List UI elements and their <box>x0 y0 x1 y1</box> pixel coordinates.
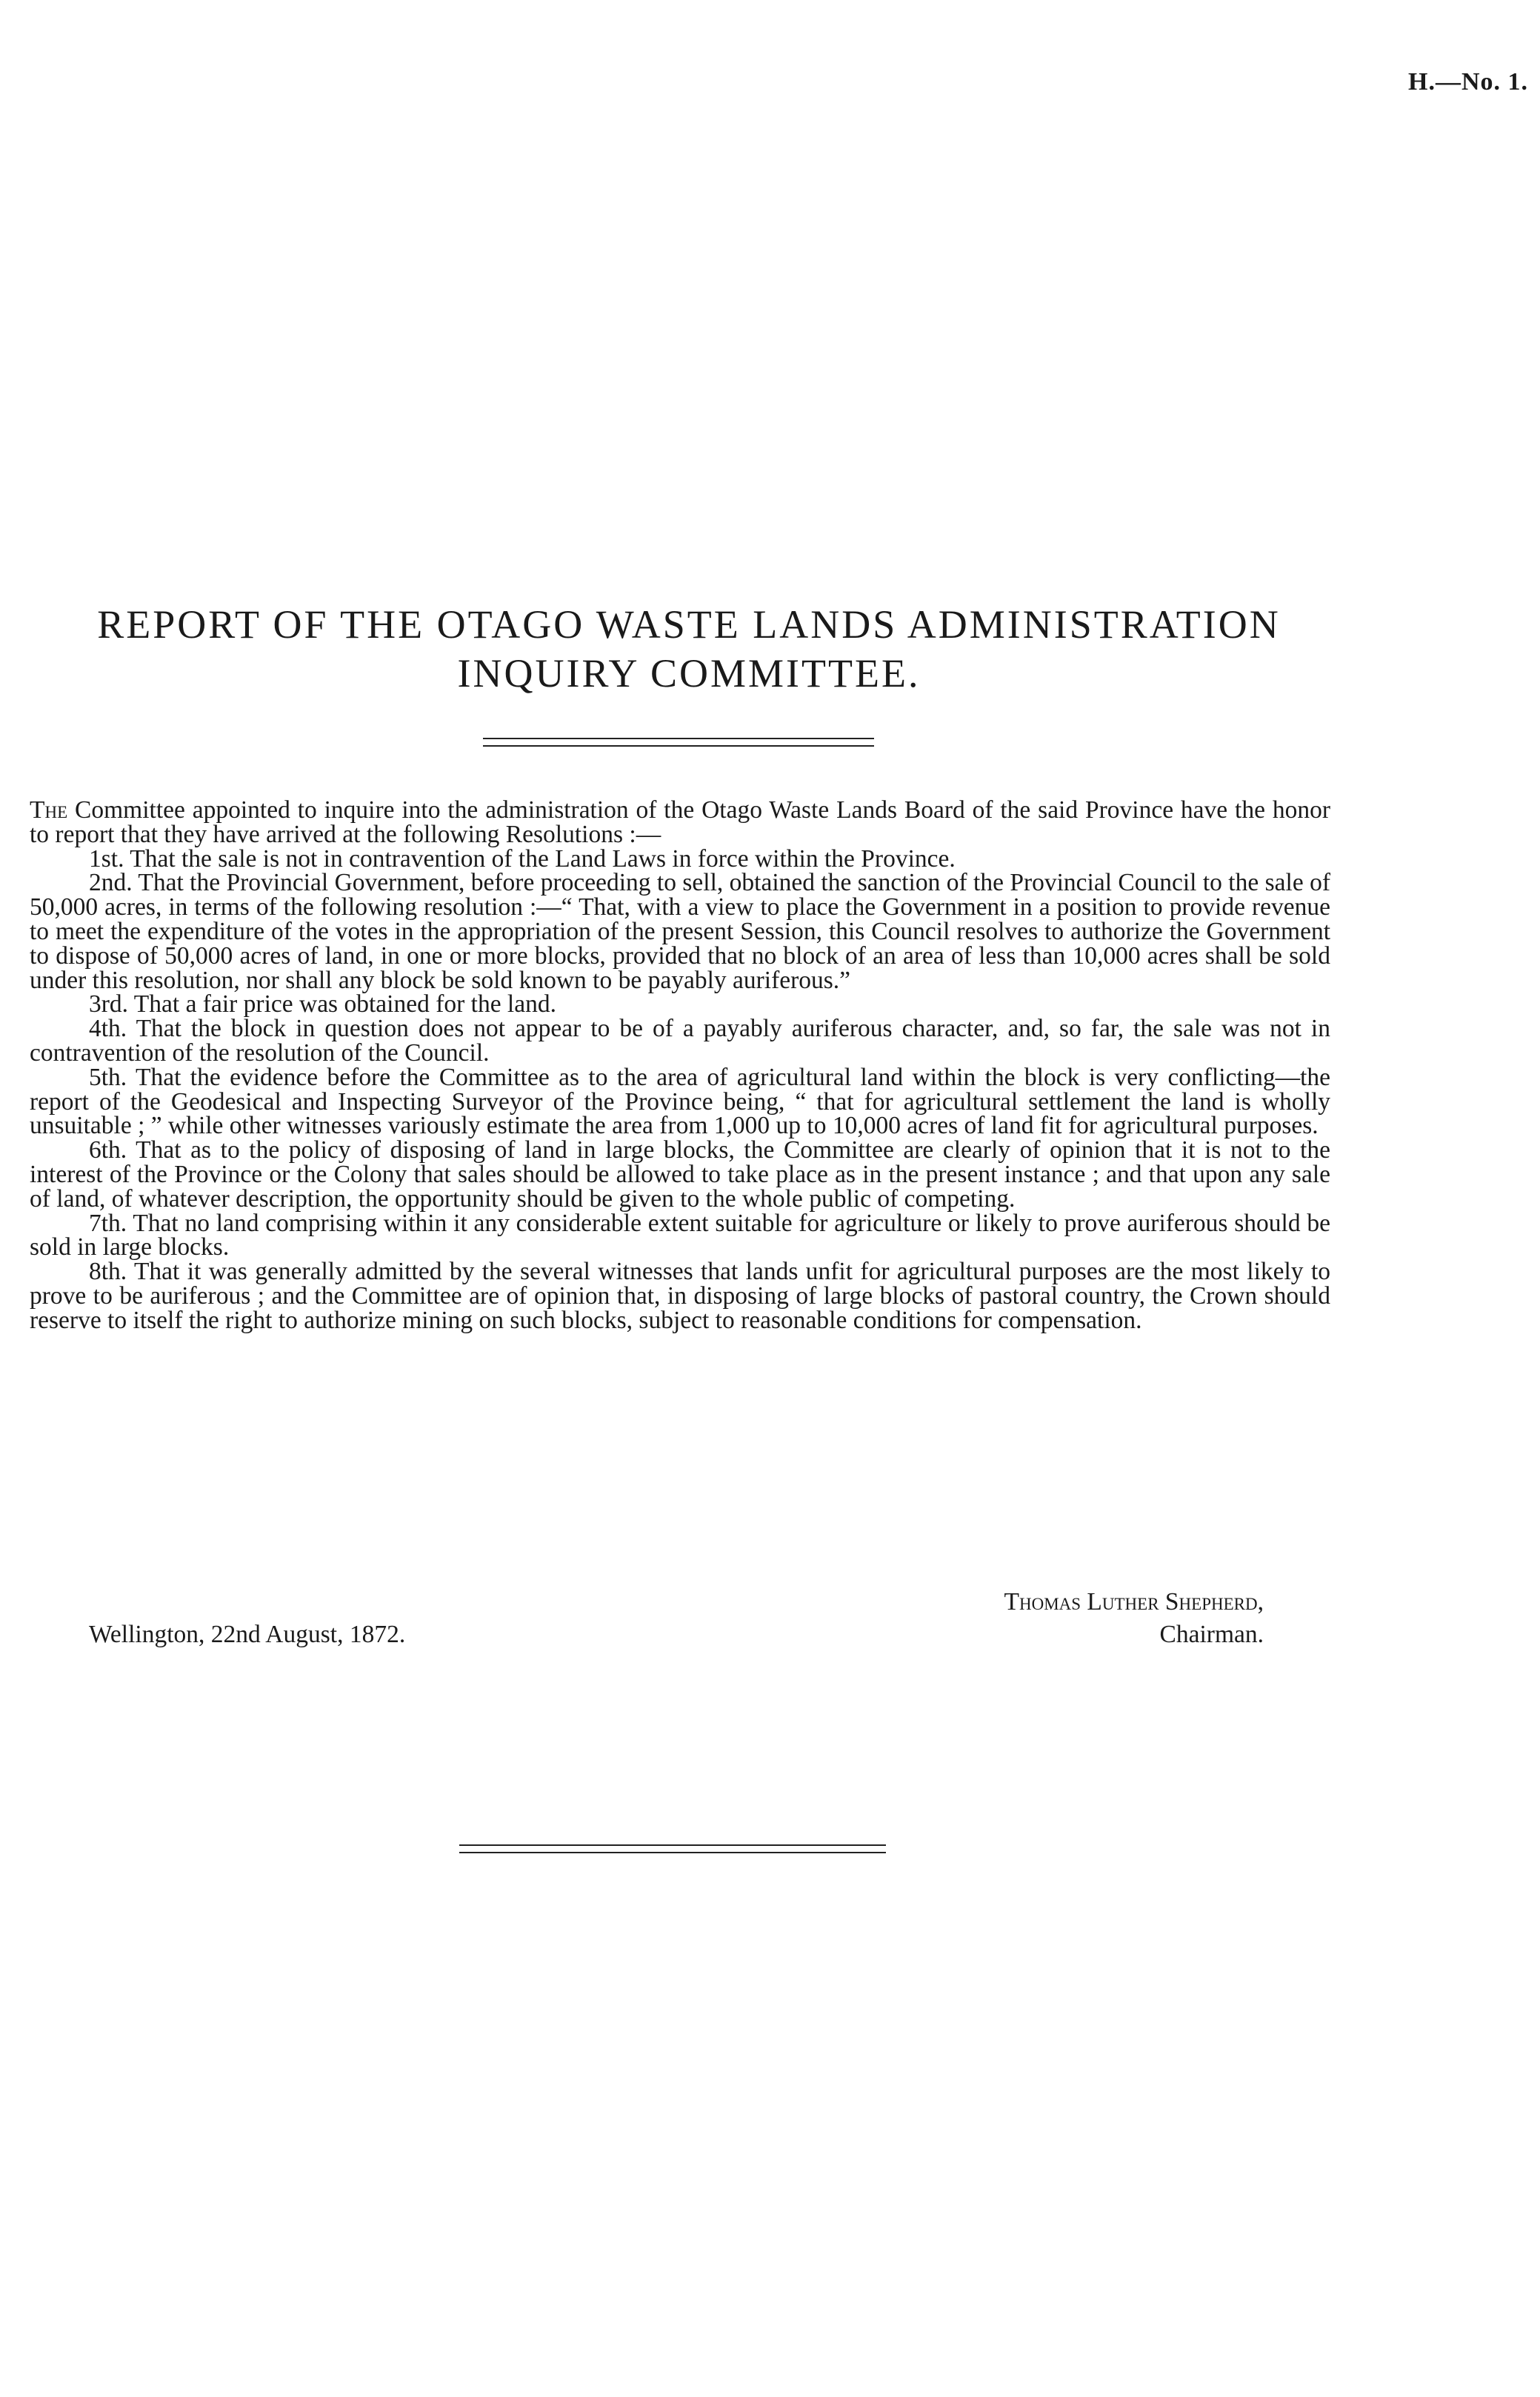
report-title-line-2: INQUIRY COMMITTEE. <box>457 651 921 696</box>
place-and-date: Wellington, 22nd August, 1872. <box>89 1621 406 1648</box>
document-reference: H.—No. 1. <box>1408 68 1528 96</box>
report-title-line-1: REPORT OF THE OTAGO WASTE LANDS ADMINISTRATION <box>97 602 1281 647</box>
resolution-8: 8th. That it was generally admitted by the several witnesses that lands unfit for agricultural purposes are the most likely to prove to be auriferous ; and the Committee are of opinion that, in disposing of large blocks of pastoral country, the Crown should reserve to itself the right to authorize mining on such blocks, subject to reasonable conditions for compensation. <box>30 1258 1330 1334</box>
closing-divider <box>459 1844 886 1853</box>
report-body <box>30 796 1330 1334</box>
title-divider <box>483 738 874 747</box>
report-title <box>44 600 1333 698</box>
signatory-role: Chairman. <box>1159 1621 1264 1648</box>
resolution-1: 1st. That the sale is not in contravention of the Land Laws in force within the Province. <box>89 844 956 873</box>
intro-paragraph <box>30 796 1330 848</box>
resolution-6: 6th. That as to the policy of disposing of land in large blocks, the Committee are clearly of opinion that it is not to the interest of the Province or the Colony that sales should be allowed to take place as in the present instance ; and that upon any sale of land, of whatever description, the opportunity should be given to the whole public of competing. <box>30 1136 1330 1213</box>
resolution-4: 4th. That the block in question does not appear to be of a payably auriferous character, and, so far, the sale was not in contravention of the resolution of the Council. <box>30 1015 1330 1067</box>
intro-text: Committee appointed to inquire into the administration of the Otago Waste Lands Board of the said Province have the honor to report that they have arrived at the following Resolutions :— <box>30 796 1330 848</box>
signatory-name: Thomas Luther Shepherd, <box>1004 1588 1264 1616</box>
intro-lead-word: The <box>30 796 68 824</box>
resolution-3: 3rd. That a fair price was obtained for the land. <box>89 990 556 1019</box>
resolution-7: 7th. That no land comprising within it any considerable extent suitable for agriculture or likely to prove auriferous should be sold in large blocks. <box>30 1209 1330 1261</box>
signature-block <box>30 1590 1330 1656</box>
resolution-5: 5th. That the evidence before the Committee as to the area of agricultural land within the block is very conflicting—the report of the Geodesical and Inspecting Surveyor of the Province being, “ that for agricultural settlement the land is wholly unsuitable ; ” while other witnesses variously estimate the area from 1,000 up to 10,000 acres of land fit for agricultural purposes. <box>30 1063 1330 1140</box>
resolution-2: 2nd. That the Provincial Government, before proceeding to sell, obtained the sanction of the Provincial Council to the sale of 50,000 acres, in terms of the following resolution :—“ That, with a view to place the Government in a position to provide revenue to meet the expenditure of the votes in the appropriation of the present Session, this Council resolves to authorize the Government to dispose of 50,000 acres of land, in one or more blocks, provided that no block of an area of less than 10,000 acres shall be sold under this resolution, nor shall any block be sold known to be payably auriferous.” <box>30 869 1330 994</box>
